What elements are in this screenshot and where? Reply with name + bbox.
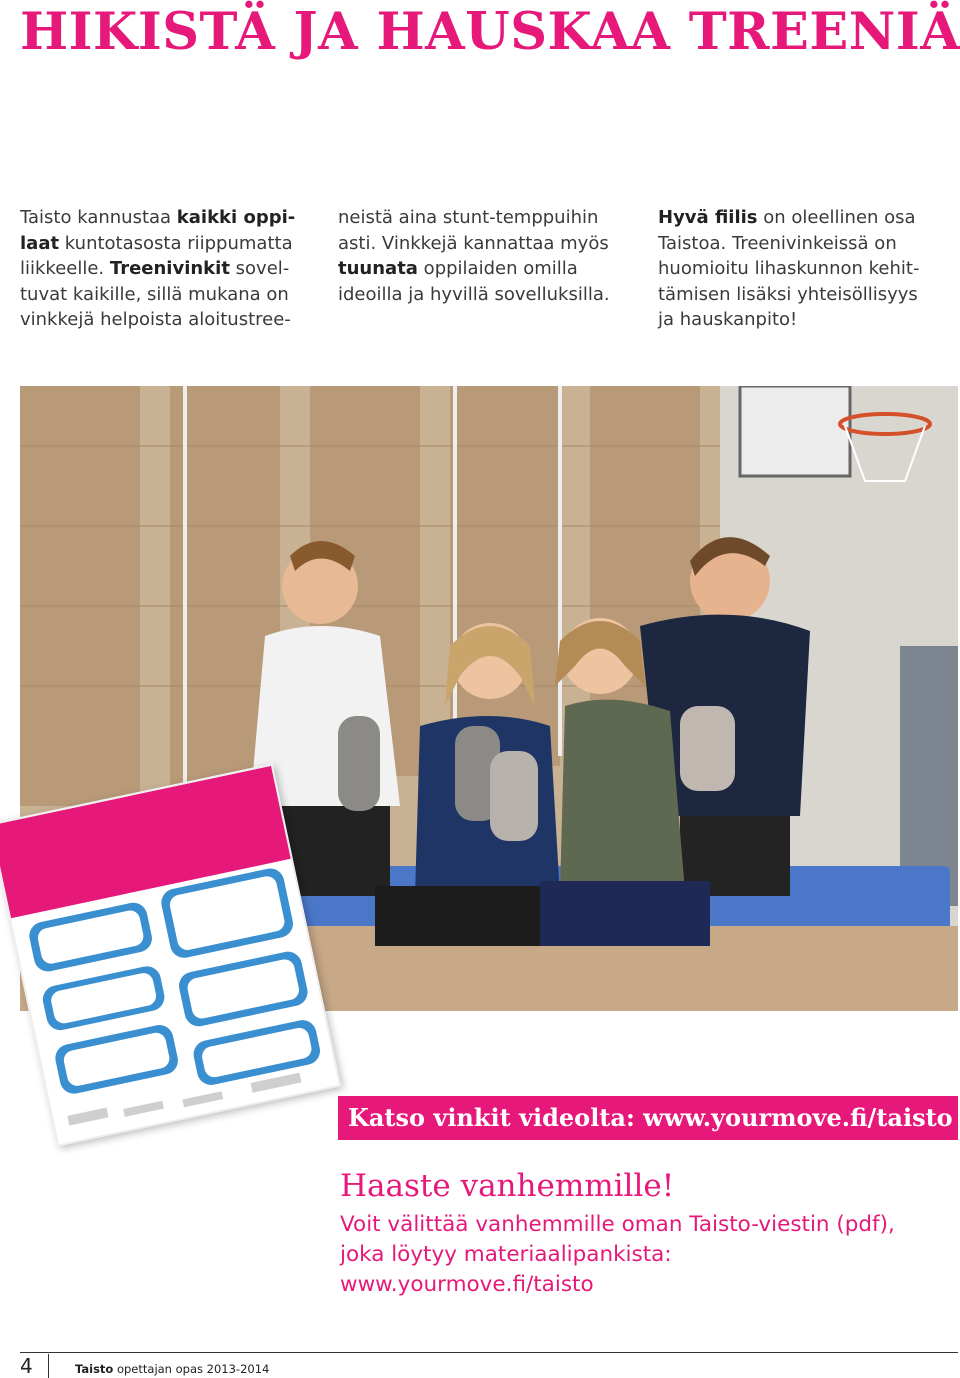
material-bank-link[interactable]: www.yourmove.fi/taisto (340, 1272, 594, 1297)
intro-column-3: Hyvä fiilis on oleellinen osa Taistoa. Treenivinkeissä on huomioitu lihaskunnon kehit- tämisen lisäksi yhteisöllisyys ja hauskanpito! (658, 207, 920, 330)
footer-publication: Taisto opettajan opas 2013-2014 (75, 1362, 270, 1376)
footer-divider (20, 1352, 958, 1353)
video-link-banner[interactable]: Katso vinkit videolta: www.yourmove.fi/taisto (338, 1096, 958, 1140)
intro-column-2: neistä aina stunt-temppuihin asti. Vinkkejä kannattaa myös tuunata oppilaiden omilla ideoilla ja hyvillä sovelluksilla. (338, 207, 610, 305)
intro-column-1: Taisto kannustaa kaikki oppi- laat kuntotasosta riippumatta liikkeelle. Treenivinkit sovel- tuvat kaikille, sillä mukana on vinkkejä helpoista aloitustree- (20, 207, 296, 330)
footer-vertical-divider (48, 1354, 49, 1378)
challenge-text: Voit välittää vanhemmille oman Taisto-viestin (pdf), joka löytyy materiaalipankista: www.yourmove.fi/taisto (340, 1210, 955, 1300)
page-title: HIKISTÄ JA HAUSKAA TREENIÄ (20, 2, 960, 62)
challenge-heading: Haaste vanhemmille! (340, 1168, 675, 1204)
page-number: 4 (20, 1354, 33, 1378)
